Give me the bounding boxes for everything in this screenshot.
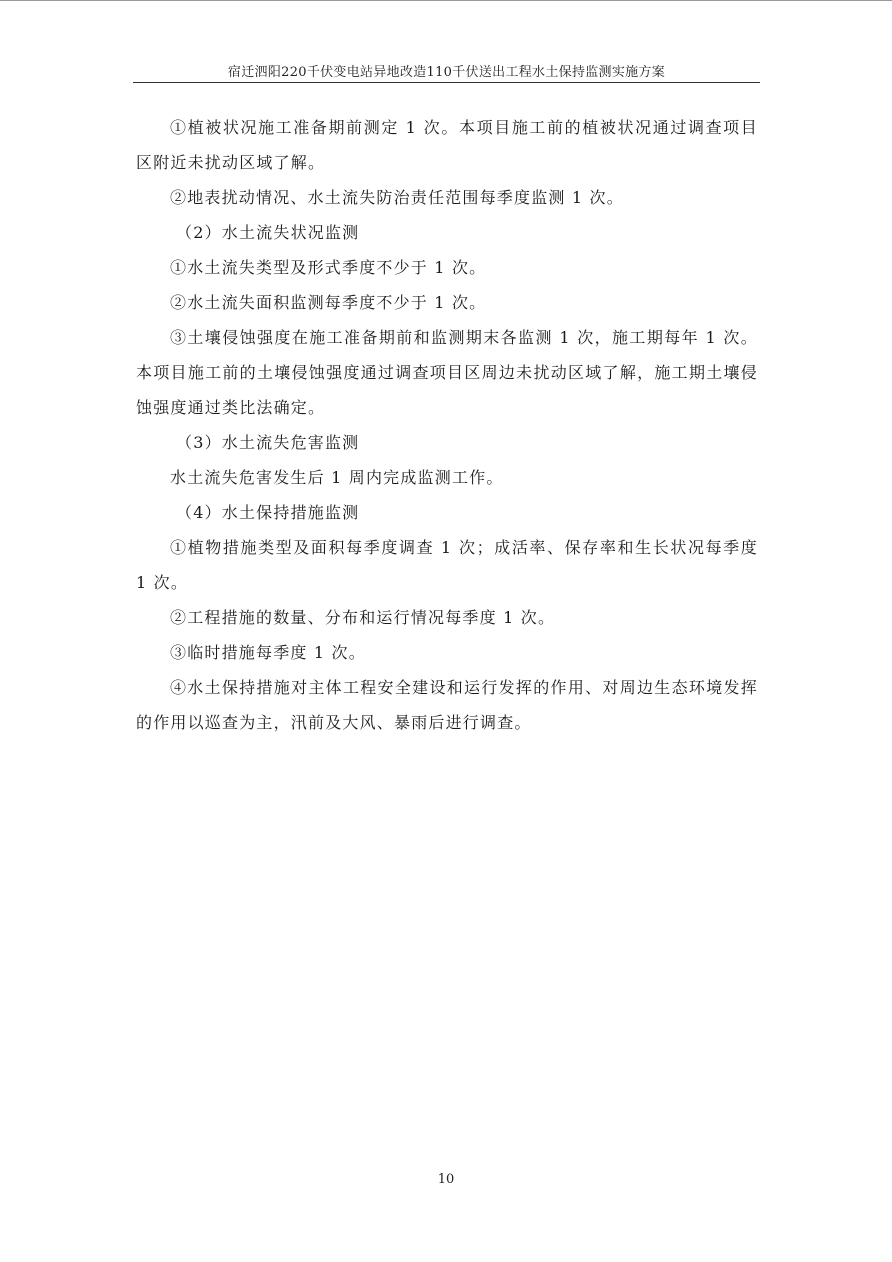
paragraph-temporary-measures: ③临时措施每季度 1 次。	[170, 643, 366, 662]
paragraph-vegetation: ①植被状况施工准备期前测定 1 次。本项目施工前的植被状况通过调查项目区附近未扰动区域了解。	[136, 118, 758, 172]
running-header: 宿迁泗阳220千伏变电站异地改造110千伏送出工程水土保持监测实施方案	[227, 65, 666, 80]
page-top-border	[0, 0, 892, 1]
paragraph-loss-area: ②水土流失面积监测每季度不少于 1 次。	[170, 293, 487, 312]
page-number: 10	[437, 1172, 455, 1187]
paragraph-erosion-intensity: ③土壤侵蚀强度在施工准备期前和监测期末各监测 1 次，施工期每年 1 次。本项目施工前的土壤侵蚀强度通过调查项目区周边未扰动区域了解，施工期土壤侵蚀强度通过类比法确定。	[136, 328, 758, 417]
section-heading-loss-hazard: （3）水土流失危害监测	[176, 433, 360, 452]
paragraph-loss-type: ①水土流失类型及形式季度不少于 1 次。	[170, 258, 487, 277]
paragraph-surface-disturbance: ②地表扰动情况、水土流失防治责任范围每季度监测 1 次。	[170, 188, 624, 207]
body-text	[136, 110, 758, 740]
section-heading-soil-loss-status: （2）水土流失状况监测	[176, 223, 360, 242]
paragraph-hazard-monitoring: 水土流失危害发生后 1 周内完成监测工作。	[170, 468, 504, 487]
paragraph-plant-measures: ①植物措施类型及面积每季度调查 1 次；成活率、保存率和生长状况每季度 1 次。	[136, 538, 758, 592]
paragraph-engineering-measures: ②工程措施的数量、分布和运行情况每季度 1 次。	[170, 608, 556, 627]
section-heading-conservation-measures: （4）水土保持措施监测	[176, 503, 360, 522]
paragraph-measures-effect: ④水土保持措施对主体工程安全建设和运行发挥的作用、对周边生态环境发挥的作用以巡查为主，汛前及大风、暴雨后进行调查。	[136, 678, 758, 732]
header-rule	[133, 82, 760, 83]
